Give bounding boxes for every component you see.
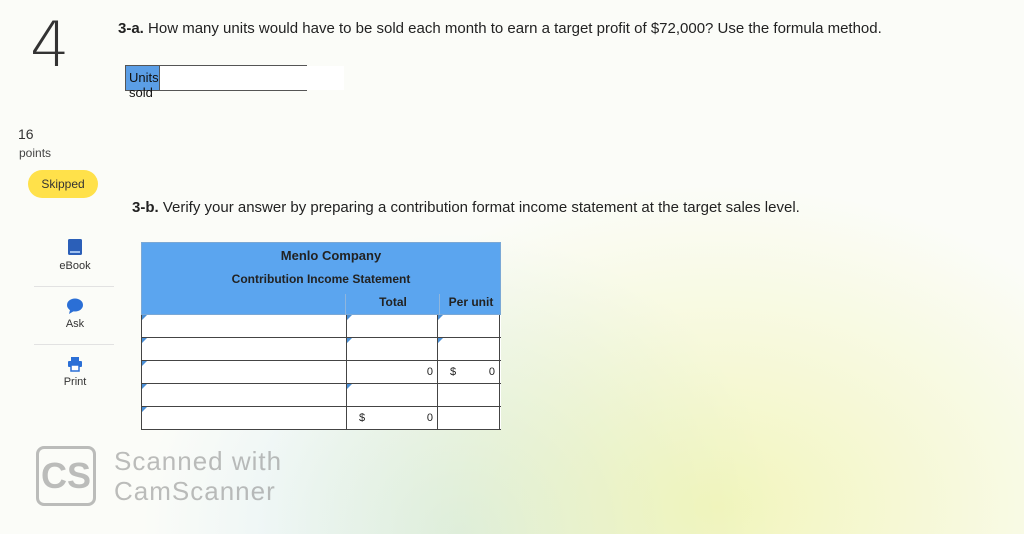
points-label: points (19, 146, 52, 160)
total-value: 0 (426, 366, 433, 378)
status-badge: Skipped (28, 170, 98, 198)
question-3b-label: 3-b. (132, 199, 159, 216)
camscanner-watermark (36, 446, 282, 506)
units-sold-input[interactable] (160, 66, 344, 90)
print-button[interactable] (36, 356, 114, 388)
watermark-line-1: Scanned with (114, 446, 283, 476)
ask-label: Ask (65, 318, 85, 330)
points-value: 16 (18, 126, 34, 142)
question-3a-text: How many units would have to be sold each month to earn a target profit of $72,000? Use the formula method. (143, 20, 882, 37)
company-name: Menlo Company (280, 248, 382, 263)
line-item-input[interactable] (142, 384, 346, 406)
statement-title: Contribution Income Statement (231, 272, 411, 286)
income-statement-table (141, 242, 501, 430)
table-row (141, 315, 501, 338)
print-label: Print (63, 376, 87, 388)
line-item-select[interactable] (141, 361, 346, 383)
column-header-per-unit: Per unit (439, 294, 502, 315)
book-icon (67, 238, 83, 256)
chat-bubble-icon (66, 298, 84, 314)
ebook-label: eBook (59, 260, 91, 272)
per-unit-cell (437, 361, 500, 383)
units-sold-row (125, 65, 307, 100)
per-unit-value: 0 (488, 366, 495, 378)
total-input[interactable] (347, 384, 437, 406)
table-row (141, 407, 501, 430)
camscanner-logo: CS (36, 446, 96, 506)
units-sold-label: Units sold (126, 66, 160, 90)
total-input[interactable] (347, 338, 437, 360)
line-item-select[interactable] (141, 338, 346, 360)
line-item-select[interactable] (141, 407, 346, 429)
per-unit-cell[interactable] (437, 315, 500, 337)
question-number: 4 (30, 8, 70, 81)
question-3b (132, 199, 800, 216)
total-cell[interactable] (346, 315, 437, 337)
table-row (141, 361, 501, 384)
line-item-input[interactable] (142, 338, 346, 360)
line-item-input[interactable] (142, 407, 346, 429)
watermark-text (114, 446, 282, 506)
per-unit-input[interactable] (438, 315, 499, 337)
statement-header (141, 242, 501, 315)
per-unit-input[interactable] (438, 338, 499, 360)
currency-symbol: $ (450, 366, 457, 378)
total-input[interactable] (347, 315, 437, 337)
total-cell[interactable] (346, 338, 437, 360)
per-unit-cell (437, 384, 500, 406)
per-unit-cell (437, 407, 500, 429)
total-value: 0 (426, 412, 433, 424)
divider (34, 344, 114, 345)
question-3a-label: 3-a. (118, 20, 144, 37)
table-row (141, 384, 501, 407)
line-item-input[interactable] (142, 361, 346, 383)
per-unit-cell[interactable] (437, 338, 500, 360)
table-row (141, 338, 501, 361)
total-cell[interactable] (346, 384, 437, 406)
printer-icon (67, 356, 83, 372)
watermark-line-2: CamScanner (114, 476, 276, 506)
divider (34, 286, 114, 287)
currency-symbol: $ (359, 412, 366, 424)
line-item-select[interactable] (141, 315, 346, 337)
question-3b-text: Verify your answer by preparing a contribution format income statement at the target sales level. (158, 199, 800, 216)
ebook-button[interactable] (36, 238, 114, 272)
line-item-select[interactable] (141, 384, 346, 406)
line-item-input[interactable] (142, 315, 346, 337)
total-cell (346, 407, 437, 429)
total-cell (346, 361, 437, 383)
question-3a (118, 20, 882, 37)
column-header-total: Total (345, 294, 440, 315)
ask-button[interactable] (36, 298, 114, 330)
